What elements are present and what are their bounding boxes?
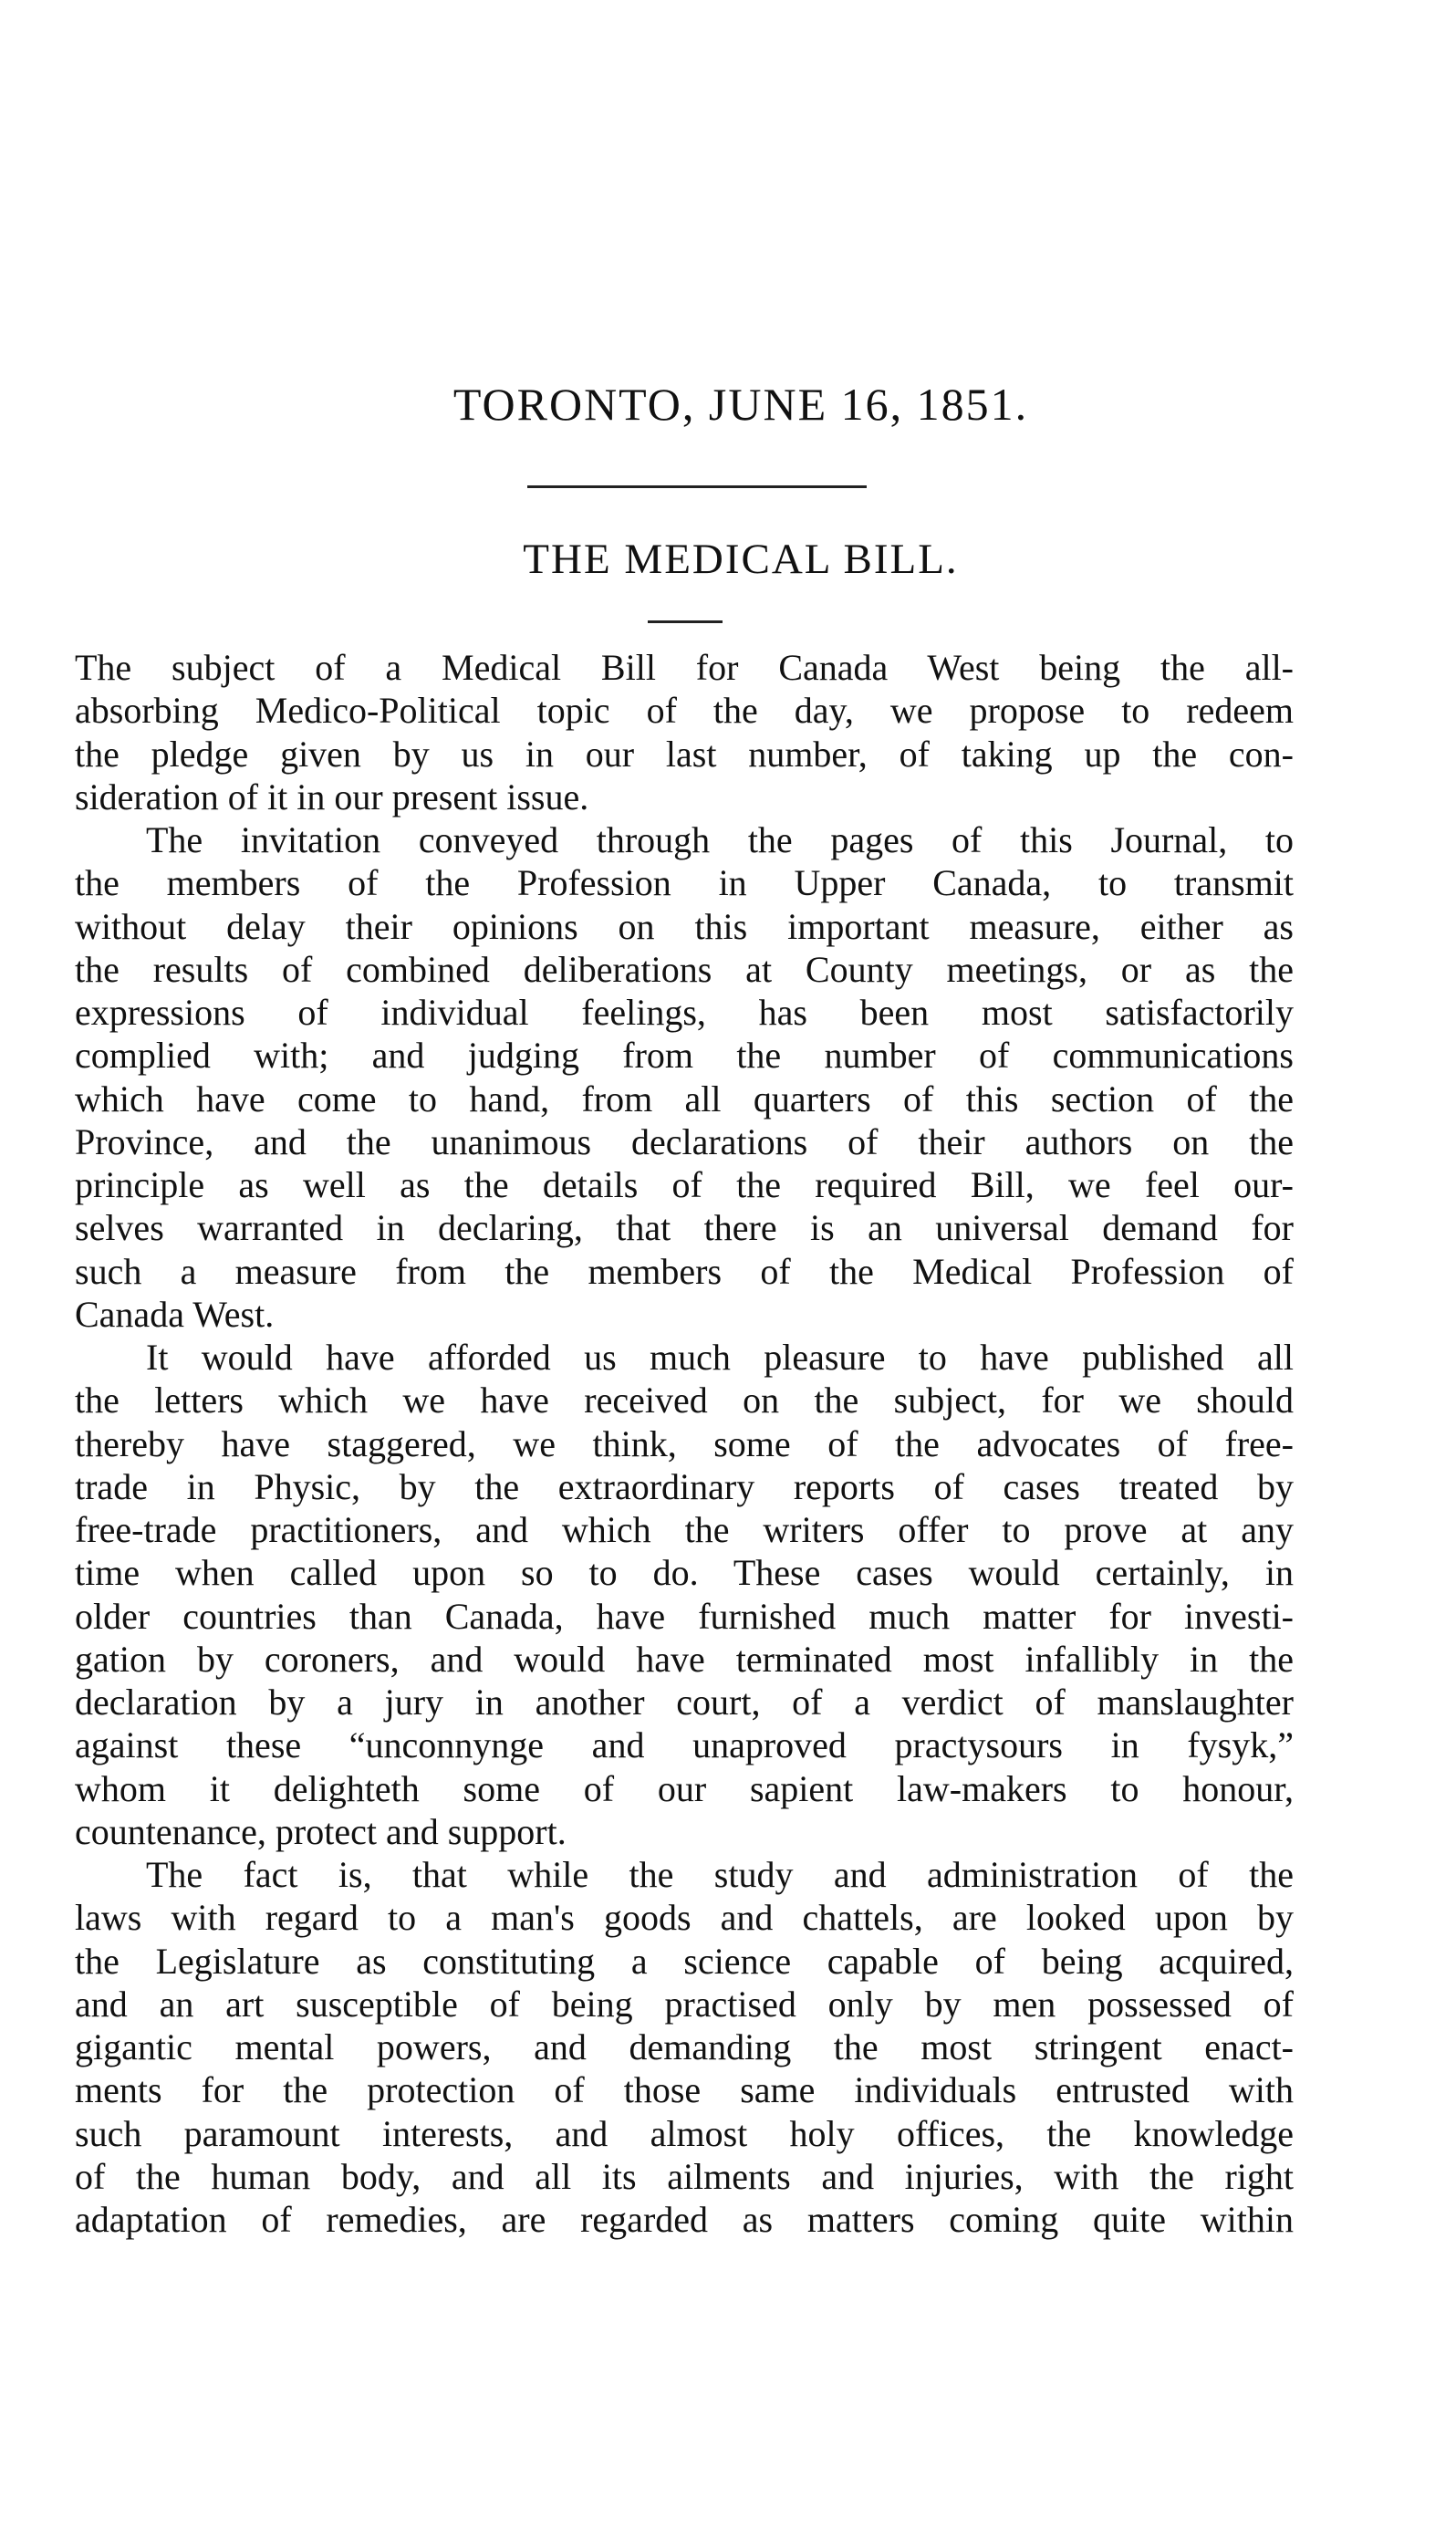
separator-rule bbox=[527, 485, 867, 488]
text-line: the pledge given by us in our last number, of taking up the con- bbox=[75, 733, 1294, 775]
text-line: It would have afforded us much pleasure to have published all bbox=[146, 1337, 1294, 1378]
text-line: absorbing Medico-Political topic of the day, we propose to redeem bbox=[75, 690, 1294, 732]
text-line: expressions of individual feelings, has been most satisfactorily bbox=[75, 992, 1294, 1033]
text-line: selves warranted in declaring, that there is an universal demand for bbox=[75, 1207, 1294, 1249]
article-title: THE MEDICAL BILL. bbox=[523, 536, 959, 583]
text-line: ments for the protection of those same individuals entrusted with bbox=[75, 2069, 1294, 2111]
title-underline-rule bbox=[648, 620, 723, 623]
text-line: older countries than Canada, have furnished much matter for investi- bbox=[75, 1595, 1294, 1637]
text-line: The fact is, that while the study and administration of the bbox=[146, 1854, 1294, 1895]
text-line: principle as well as the details of the required Bill, we feel our- bbox=[75, 1164, 1294, 1205]
text-line: free-trade practitioners, and which the writers offer to prove at any bbox=[75, 1509, 1294, 1550]
text-line: Canada West. bbox=[75, 1293, 275, 1335]
text-line: laws with regard to a man's goods and chattels, are looked upon by bbox=[75, 1897, 1294, 1939]
text-line: complied with; and judging from the number of communications bbox=[75, 1035, 1294, 1077]
text-line: gation by coroners, and would have terminated most infallibly in the bbox=[75, 1638, 1294, 1680]
text-line: such a measure from the members of the Medical Profession of bbox=[75, 1250, 1294, 1292]
text-line: declaration by a jury in another court, of a verdict of manslaughter bbox=[75, 1682, 1294, 1723]
text-line: The invitation conveyed through the pages of this Journal, to bbox=[146, 819, 1294, 860]
text-line: The subject of a Medical Bill for Canada West being the all- bbox=[75, 647, 1294, 688]
text-line: the Legislature as constituting a science capable of being acquired, bbox=[75, 1940, 1294, 1982]
text-line: which have come to hand, from all quarters of this section of the bbox=[75, 1078, 1294, 1119]
text-line: the members of the Profession in Upper Canada, to transmit bbox=[75, 862, 1294, 904]
text-line: such paramount interests, and almost holy offices, the knowledge bbox=[75, 2112, 1294, 2154]
text-line: the letters which we have received on the subject, for we should bbox=[75, 1380, 1294, 1422]
article-body bbox=[75, 646, 1294, 2241]
text-line: countenance, protect and support. bbox=[75, 1810, 567, 1852]
text-line: whom it delighteth some of our sapient law-makers to honour, bbox=[75, 1767, 1294, 1809]
text-line: gigantic mental powers, and demanding the most stringent enact- bbox=[75, 2026, 1294, 2067]
text-line: and an art susceptible of being practised only by men possessed of bbox=[75, 1983, 1294, 2025]
text-line: Province, and the unanimous declarations of their authors on the bbox=[75, 1120, 1294, 1162]
dateline: TORONTO, JUNE 16, 1851. bbox=[452, 379, 1029, 430]
text-line: the results of combined deliberations at County meetings, or as the bbox=[75, 948, 1294, 990]
text-line: sideration of it in our present issue. bbox=[75, 776, 589, 817]
text-line: without delay their opinions on this important measure, either as bbox=[75, 905, 1294, 947]
text-line: of the human body, and all its ailments and injuries, with the right bbox=[75, 2155, 1294, 2197]
text-line: adaptation of remedies, are regarded as matters coming quite within bbox=[75, 2199, 1294, 2240]
text-line: time when called upon so to do. These cases would certainly, in bbox=[75, 1552, 1294, 1594]
text-line: against these “unconnynge and unaproved practysours in fysyk,” bbox=[75, 1724, 1294, 1766]
text-line: trade in Physic, by the extraordinary reports of cases treated by bbox=[75, 1465, 1294, 1507]
text-line: thereby have staggered, we think, some of the advocates of free- bbox=[75, 1422, 1294, 1464]
